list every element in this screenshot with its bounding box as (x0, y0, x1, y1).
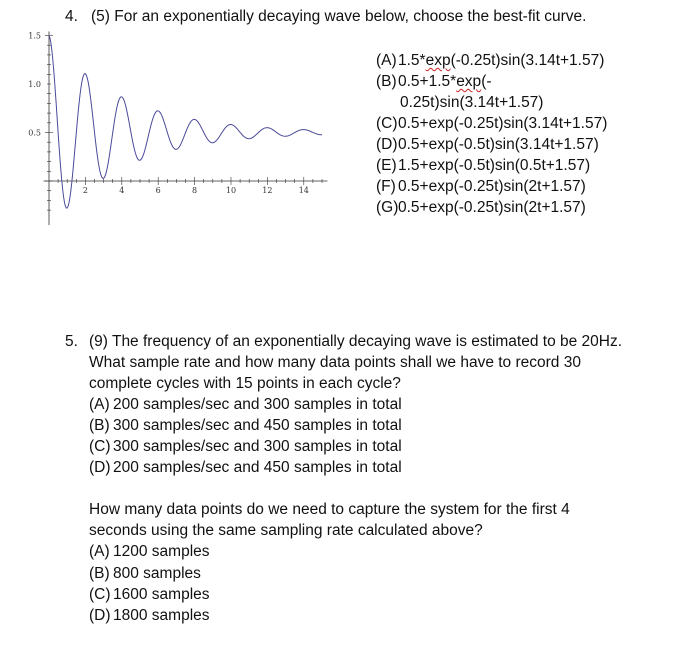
q4-option-b-continuation: 0.25t)sin(3.14t+1.57) (400, 94, 544, 111)
q4-option-g[interactable]: (G)0.5+exp(-0.25t)sin(2t+1.57) (376, 199, 586, 216)
x-tick-label: 6 (155, 186, 161, 195)
q4-option-b[interactable]: (B)0.5+1.5*exp(- (376, 73, 492, 90)
x-tick-label: 14 (298, 186, 309, 195)
question-5-prompt-line: What sample rate and how many data points shall we have to record 30 (89, 354, 581, 371)
question-4-prompt: (5) For an exponentially decaying wave below, choose the best-fit curve. (91, 8, 587, 25)
q5-option-d[interactable]: (D) 200 samples/sec and 450 samples in total (89, 459, 402, 476)
q4-option-d[interactable]: (D)0.5+exp(-0.5t)sin(3.14t+1.57) (376, 136, 599, 153)
followup-option-c[interactable]: (C) 1600 samples (89, 586, 210, 603)
q5-option-c[interactable]: (C) 300 samples/sec and 300 samples in total (89, 438, 402, 455)
q5-option-a[interactable]: (A) 200 samples/sec and 300 samples in total (89, 396, 402, 413)
decaying-wave-plot (0, 0, 340, 225)
x-tick-label: 12 (262, 186, 273, 195)
question-5-prompt-line: (9) The frequency of an exponentially decaying wave is estimated to be 20Hz. (89, 333, 623, 350)
followup-option-a[interactable]: (A) 1200 samples (89, 543, 210, 560)
x-tick-label: 2 (82, 186, 88, 195)
y-tick-label: 0.5 (28, 128, 41, 138)
q4-option-c[interactable]: (C)0.5+exp(-0.25t)sin(3.14t+1.57) (376, 115, 608, 132)
question-5-number: 5. (65, 333, 78, 350)
question-5-prompt-line: complete cycles with 15 points in each cycle? (89, 375, 401, 392)
q4-option-a[interactable]: (A)1.5*exp(-0.25t)sin(3.14t+1.57) (376, 52, 605, 69)
followup-option-d[interactable]: (D) 1800 samples (89, 607, 210, 624)
followup-prompt-line: seconds using the same sampling rate calculated above? (89, 522, 483, 539)
followup-option-b[interactable]: (B) 800 samples (89, 565, 201, 582)
y-tick-label: 1.5 (28, 31, 41, 41)
q4-option-f[interactable]: (F) 0.5+exp(-0.25t)sin(2t+1.57) (376, 178, 586, 195)
x-tick-label: 8 (192, 186, 198, 195)
question-4-number: 4. (65, 8, 78, 25)
x-tick-label: 4 (119, 186, 125, 195)
y-tick-label: 1.0 (28, 80, 41, 89)
q4-option-e[interactable]: (E)1.5+exp(-0.5t)sin(0.5t+1.57) (376, 157, 591, 174)
followup-prompt-line: How many data points do we need to capture the system for the first 4 (89, 501, 570, 518)
q5-option-b[interactable]: (B) 300 samples/sec and 450 samples in total (89, 417, 402, 434)
x-tick-label: 10 (225, 186, 237, 195)
